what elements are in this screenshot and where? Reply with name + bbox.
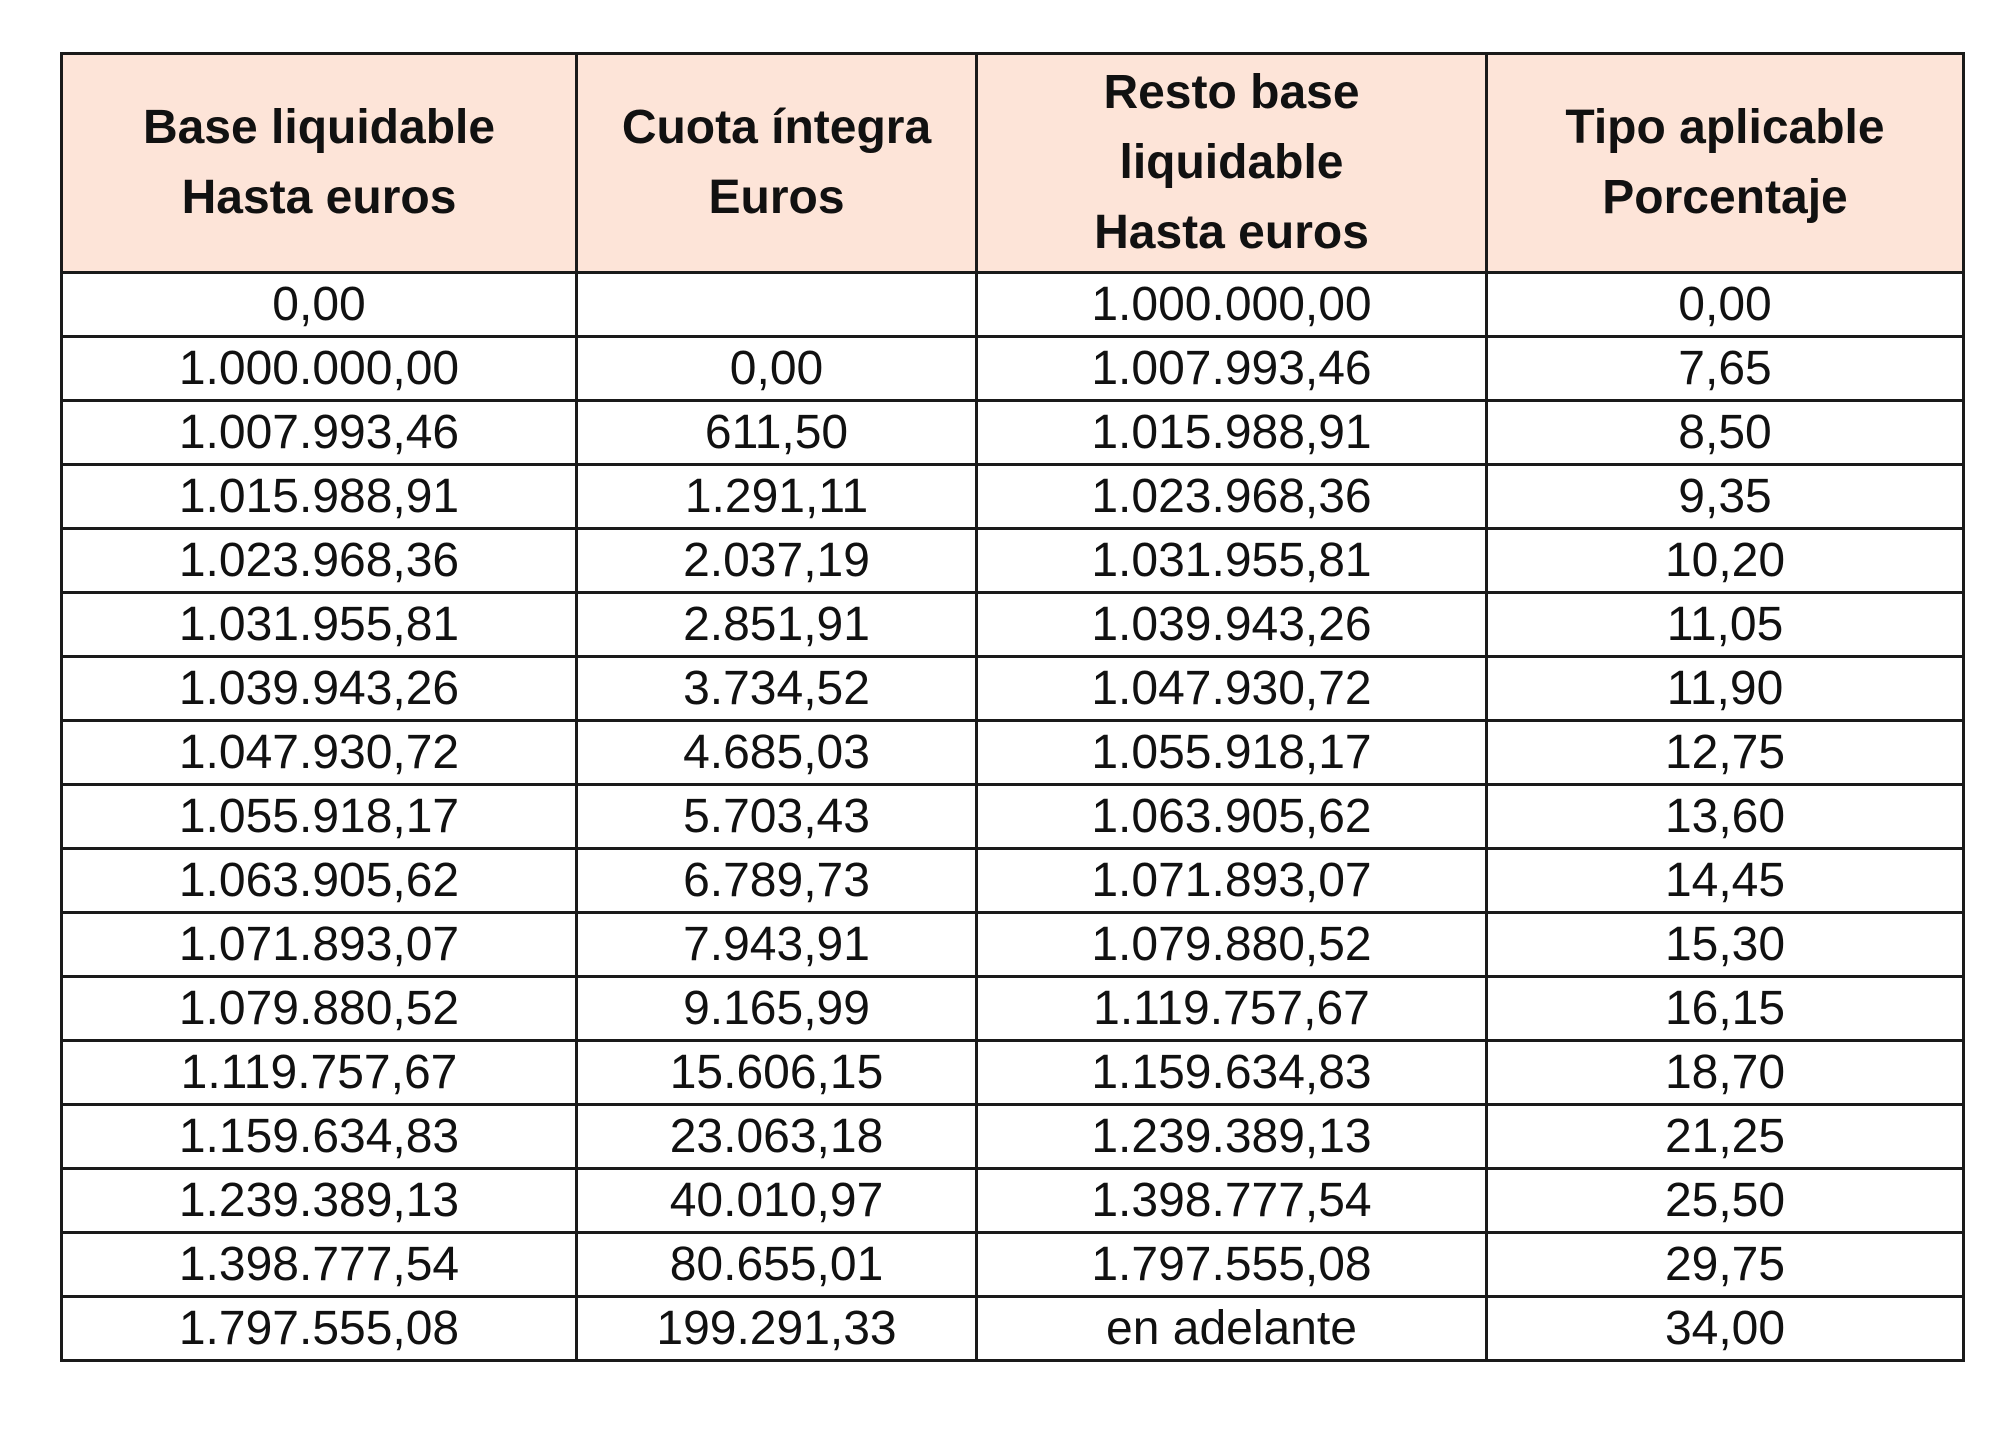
table-row (62, 465, 1964, 529)
header-line: Hasta euros (181, 171, 457, 224)
cell-tipo-aplicable: 15,30 (1487, 913, 1964, 977)
cell-resto-base: 1.079.880,52 (977, 913, 1487, 977)
cell-base-liquidable: 1.039.943,26 (62, 657, 577, 721)
cell-tipo-aplicable: 8,50 (1487, 401, 1964, 465)
cell-base-liquidable: 1.119.757,67 (62, 1041, 577, 1105)
cell-base-liquidable: 1.071.893,07 (62, 913, 577, 977)
header-line: Tipo aplicable (1565, 101, 1885, 154)
cell-resto-base: 1.015.988,91 (977, 401, 1487, 465)
cell-resto-base: en adelante (977, 1297, 1487, 1361)
cell-tipo-aplicable: 10,20 (1487, 529, 1964, 593)
table-row (62, 785, 1964, 849)
cell-tipo-aplicable: 0,00 (1487, 273, 1964, 337)
cell-tipo-aplicable: 7,65 (1487, 337, 1964, 401)
cell-resto-base: 1.797.555,08 (977, 1233, 1487, 1297)
cell-cuota-integra: 3.734,52 (577, 657, 977, 721)
cell-cuota-integra (577, 273, 977, 337)
tax-table-container (60, 52, 1965, 1362)
table-row (62, 1169, 1964, 1233)
cell-tipo-aplicable: 25,50 (1487, 1169, 1964, 1233)
table-row (62, 721, 1964, 785)
header-line: Base liquidable (142, 101, 496, 154)
cell-cuota-integra: 40.010,97 (577, 1169, 977, 1233)
cell-cuota-integra: 23.063,18 (577, 1105, 977, 1169)
cell-cuota-integra: 611,50 (577, 401, 977, 465)
cell-resto-base: 1.119.757,67 (977, 977, 1487, 1041)
cell-base-liquidable: 1.015.988,91 (62, 465, 577, 529)
cell-base-liquidable: 1.031.955,81 (62, 593, 577, 657)
cell-resto-base: 1.000.000,00 (977, 273, 1487, 337)
cell-resto-base: 1.023.968,36 (977, 465, 1487, 529)
cell-cuota-integra: 2.037,19 (577, 529, 977, 593)
table-row (62, 593, 1964, 657)
cell-cuota-integra: 0,00 (577, 337, 977, 401)
cell-base-liquidable: 1.159.634,83 (62, 1105, 577, 1169)
header-row (62, 54, 1964, 273)
table-row (62, 913, 1964, 977)
cell-resto-base: 1.031.955,81 (977, 529, 1487, 593)
cell-base-liquidable: 0,00 (62, 273, 577, 337)
cell-resto-base: 1.007.993,46 (977, 337, 1487, 401)
table-row (62, 977, 1964, 1041)
cell-tipo-aplicable: 18,70 (1487, 1041, 1964, 1105)
table-row (62, 1233, 1964, 1297)
cell-base-liquidable: 1.000.000,00 (62, 337, 577, 401)
table-row (62, 1105, 1964, 1169)
cell-base-liquidable: 1.055.918,17 (62, 785, 577, 849)
cell-cuota-integra: 80.655,01 (577, 1233, 977, 1297)
table-header (62, 54, 1964, 273)
header-line: liquidable (1119, 136, 1344, 189)
table-row (62, 529, 1964, 593)
cell-base-liquidable: 1.023.968,36 (62, 529, 577, 593)
header-cuota-integra (577, 54, 977, 273)
cell-base-liquidable: 1.063.905,62 (62, 849, 577, 913)
cell-tipo-aplicable: 29,75 (1487, 1233, 1964, 1297)
cell-base-liquidable: 1.079.880,52 (62, 977, 577, 1041)
cell-tipo-aplicable: 11,90 (1487, 657, 1964, 721)
cell-resto-base: 1.055.918,17 (977, 721, 1487, 785)
cell-tipo-aplicable: 11,05 (1487, 593, 1964, 657)
cell-tipo-aplicable: 34,00 (1487, 1297, 1964, 1361)
header-line: Euros (708, 171, 845, 224)
cell-tipo-aplicable: 14,45 (1487, 849, 1964, 913)
cell-cuota-integra: 6.789,73 (577, 849, 977, 913)
cell-resto-base: 1.071.893,07 (977, 849, 1487, 913)
cell-tipo-aplicable: 16,15 (1487, 977, 1964, 1041)
table-row (62, 1297, 1964, 1361)
table-row (62, 401, 1964, 465)
header-base-liquidable (62, 54, 577, 273)
table-row (62, 849, 1964, 913)
cell-base-liquidable: 1.047.930,72 (62, 721, 577, 785)
cell-cuota-integra: 7.943,91 (577, 913, 977, 977)
cell-cuota-integra: 199.291,33 (577, 1297, 977, 1361)
header-tipo-aplicable (1487, 54, 1964, 273)
cell-tipo-aplicable: 21,25 (1487, 1105, 1964, 1169)
header-line: Resto base (1103, 66, 1360, 119)
cell-base-liquidable: 1.239.389,13 (62, 1169, 577, 1233)
cell-base-liquidable: 1.007.993,46 (62, 401, 577, 465)
cell-cuota-integra: 15.606,15 (577, 1041, 977, 1105)
table-body (62, 273, 1964, 1361)
cell-cuota-integra: 5.703,43 (577, 785, 977, 849)
table-row (62, 657, 1964, 721)
cell-tipo-aplicable: 12,75 (1487, 721, 1964, 785)
table-row (62, 337, 1964, 401)
cell-cuota-integra: 2.851,91 (577, 593, 977, 657)
header-resto-base (977, 54, 1487, 273)
cell-resto-base: 1.239.389,13 (977, 1105, 1487, 1169)
cell-base-liquidable: 1.398.777,54 (62, 1233, 577, 1297)
cell-resto-base: 1.159.634,83 (977, 1041, 1487, 1105)
cell-cuota-integra: 4.685,03 (577, 721, 977, 785)
cell-resto-base: 1.063.905,62 (977, 785, 1487, 849)
tax-scale-table (60, 52, 1965, 1362)
header-line: Porcentaje (1602, 171, 1848, 224)
table-row (62, 273, 1964, 337)
cell-resto-base: 1.047.930,72 (977, 657, 1487, 721)
cell-base-liquidable: 1.797.555,08 (62, 1297, 577, 1361)
cell-resto-base: 1.039.943,26 (977, 593, 1487, 657)
cell-resto-base: 1.398.777,54 (977, 1169, 1487, 1233)
cell-cuota-integra: 1.291,11 (577, 465, 977, 529)
cell-cuota-integra: 9.165,99 (577, 977, 977, 1041)
table-row (62, 1041, 1964, 1105)
header-line: Cuota íntegra (621, 101, 932, 154)
cell-tipo-aplicable: 13,60 (1487, 785, 1964, 849)
cell-tipo-aplicable: 9,35 (1487, 465, 1964, 529)
header-line: Hasta euros (1094, 206, 1369, 259)
